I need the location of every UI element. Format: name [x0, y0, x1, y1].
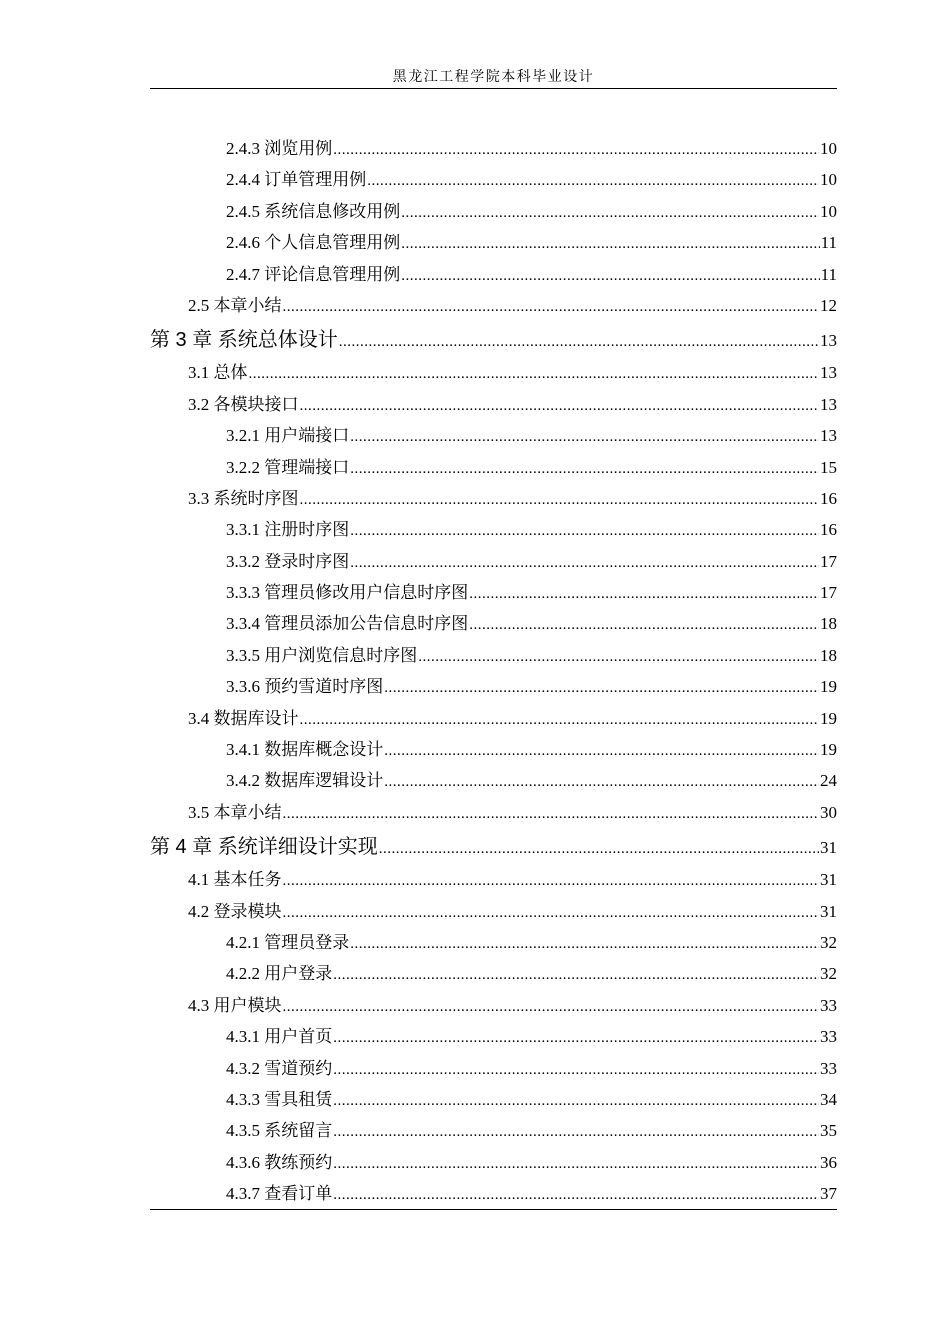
toc-entry-page-number: 31	[820, 870, 837, 890]
toc-dot-leader	[283, 873, 820, 890]
toc-entry-title: 4.3.5 系统留言	[226, 1121, 333, 1141]
toc-dot-leader	[300, 712, 820, 729]
toc-dot-leader	[333, 1156, 819, 1173]
toc-entry-page-number: 18	[820, 614, 837, 634]
toc-entry-title: 3.4 数据库设计	[188, 708, 299, 728]
toc-entry-title: 4.3.6 教练预约	[226, 1152, 333, 1172]
toc-entry[interactable]	[150, 578, 837, 609]
toc-entry-page-number: 36	[820, 1152, 837, 1172]
toc-entry-page-number: 32	[820, 964, 837, 984]
toc-entry-page-number: 31	[820, 901, 837, 921]
toc-dot-leader	[384, 774, 819, 791]
footer-rule	[150, 1209, 837, 1210]
toc-entry-title: 3.2 各模块接口	[188, 394, 299, 414]
toc-entry[interactable]	[150, 1116, 837, 1147]
toc-entry[interactable]	[150, 672, 837, 703]
toc-dot-leader	[333, 1187, 819, 1204]
toc-entry-title: 4.2.1 管理员登录	[226, 932, 350, 952]
toc-entry-page-number: 30	[820, 802, 837, 822]
toc-entry-title: 2.4.7 评论信息管理用例	[226, 264, 401, 284]
toc-entry[interactable]	[150, 197, 837, 228]
toc-entry-title: 4.2 登录模块	[188, 901, 282, 921]
toc-dot-leader	[350, 461, 819, 478]
toc-entry-title: 2.4.3 浏览用例	[226, 139, 333, 158]
toc-entry[interactable]	[150, 1022, 837, 1053]
toc-entry-title: 3.3.1 注册时序图	[226, 520, 350, 540]
toc-entry-page-number: 16	[820, 520, 837, 540]
toc-entry-page-number: 17	[820, 583, 837, 603]
toc-entry-page-number: 11	[820, 264, 837, 284]
toc-entry[interactable]	[150, 798, 837, 829]
toc-entry-title: 2.5 本章小结	[188, 295, 282, 315]
toc-entry-page-number: 13	[820, 426, 837, 446]
toc-entry-title: 2.4.5 系统信息修改用例	[226, 201, 401, 221]
toc-dot-leader	[333, 1030, 819, 1047]
toc-entry[interactable]	[150, 865, 837, 896]
toc-entry-page-number: 32	[820, 932, 837, 952]
toc-dot-leader	[379, 841, 819, 858]
toc-entry-title: 4.3.2 雪道预约	[226, 1058, 333, 1078]
toc-entry[interactable]	[150, 959, 837, 990]
toc-entry-page-number: 13	[820, 363, 837, 383]
header-rule	[150, 88, 837, 89]
toc-entry[interactable]	[150, 897, 837, 928]
toc-entry-page-number: 19	[820, 740, 837, 760]
toc-dot-leader	[283, 299, 820, 316]
toc-entry-page-number: 33	[820, 995, 837, 1015]
toc-dot-leader	[350, 523, 819, 540]
toc-dot-leader	[300, 492, 820, 509]
toc-entry-title: 3.5 本章小结	[188, 802, 282, 822]
toc-entry-title: 2.4.4 订单管理用例	[226, 170, 367, 190]
toc-entry-title: 3.4.2 数据库逻辑设计	[226, 771, 384, 791]
toc-dot-leader	[350, 936, 819, 953]
toc-dot-leader	[339, 334, 819, 351]
page-header-title: 黑龙江工程学院本科毕业设计	[392, 69, 595, 85]
toc-entry-page-number: 35	[820, 1121, 837, 1141]
toc-entry[interactable]	[150, 421, 837, 452]
toc-entry-page-number: 31	[820, 838, 837, 858]
toc-dot-leader	[333, 1062, 819, 1079]
toc-entry[interactable]	[150, 766, 837, 797]
toc-dot-leader	[283, 905, 820, 922]
toc-entry-title: 3.3.3 管理员修改用户信息时序图	[226, 583, 469, 603]
toc-entry[interactable]	[150, 1085, 837, 1116]
toc-dot-leader	[469, 617, 819, 634]
toc-entry[interactable]	[150, 453, 837, 484]
toc-entry-page-number: 33	[820, 1058, 837, 1078]
toc-entry-title: 3.3.4 管理员添加公告信息时序图	[226, 614, 469, 634]
toc-entry[interactable]	[150, 735, 837, 766]
toc-dot-leader	[249, 366, 820, 383]
toc-entry-title: 3.4.1 数据库概念设计	[226, 740, 384, 760]
toc-dot-leader	[401, 236, 819, 253]
toc-dot-leader	[350, 429, 819, 446]
toc-entry[interactable]	[150, 390, 837, 421]
toc-entry-page-number: 11	[820, 233, 837, 253]
toc-entry-title: 3.3.5 用户浏览信息时序图	[226, 645, 418, 665]
toc-dot-leader	[333, 1093, 819, 1110]
toc-entry-page-number: 37	[820, 1184, 837, 1204]
toc-dot-leader	[300, 398, 820, 415]
toc-entry[interactable]	[150, 291, 837, 322]
toc-dot-leader	[333, 967, 819, 984]
toc-dot-leader	[367, 173, 819, 190]
toc-entry-title: 第 4 章 系统详细设计实现	[150, 836, 378, 859]
toc-entry-title: 4.3 用户模块	[188, 995, 282, 1015]
toc-entry-title: 2.4.6 个人信息管理用例	[226, 233, 401, 253]
toc-entry-page-number: 10	[820, 170, 837, 190]
toc-dot-leader	[469, 586, 819, 603]
toc-entry[interactable]	[150, 641, 837, 672]
toc-entry[interactable]	[150, 358, 837, 389]
toc-entry-title: 3.1 总体	[188, 363, 248, 383]
toc-entry-title: 3.3 系统时序图	[188, 488, 299, 508]
toc-entry-title: 4.3.7 查看订单	[226, 1184, 333, 1204]
toc-entry-page-number: 10	[820, 201, 837, 221]
toc-entry[interactable]	[150, 165, 837, 196]
toc-entry-title: 4.3.3 雪具租赁	[226, 1089, 333, 1109]
toc-entry[interactable]	[150, 134, 837, 165]
toc-entry-page-number: 19	[820, 708, 837, 728]
toc-dot-leader	[283, 806, 820, 823]
toc-entry-page-number: 13	[820, 331, 837, 351]
toc-dot-leader	[350, 555, 819, 572]
toc-entry-page-number: 24	[820, 771, 837, 791]
toc-entry-page-number: 18	[820, 645, 837, 665]
toc-entry-title: 4.2.2 用户登录	[226, 964, 333, 984]
toc-entry[interactable]	[150, 260, 837, 291]
toc-entry-page-number: 33	[820, 1027, 837, 1047]
toc-entry-title: 3.2.2 管理端接口	[226, 457, 350, 477]
toc-entry-title: 3.3.2 登录时序图	[226, 551, 350, 571]
toc-chapter-entry[interactable]	[150, 829, 837, 865]
toc-entry-title: 4.1 基本任务	[188, 870, 282, 890]
toc-entry[interactable]	[150, 515, 837, 546]
toc-entry[interactable]	[150, 1054, 837, 1085]
toc-entry-page-number: 17	[820, 551, 837, 571]
toc-dot-leader	[283, 999, 820, 1016]
toc-dot-leader	[401, 205, 819, 222]
toc-entry-page-number: 15	[820, 457, 837, 477]
toc-entry-page-number: 19	[820, 677, 837, 697]
toc-entry-title: 4.3.1 用户首页	[226, 1027, 333, 1047]
toc-entry[interactable]	[150, 704, 837, 735]
toc-dot-leader	[333, 1124, 819, 1141]
toc-entry[interactable]	[150, 484, 837, 515]
toc-entry[interactable]	[150, 991, 837, 1022]
toc-dot-leader	[384, 680, 819, 697]
toc-entry[interactable]	[150, 928, 837, 959]
toc-entry[interactable]	[150, 228, 837, 259]
toc-entry-page-number: 34	[820, 1089, 837, 1109]
toc-entry[interactable]	[150, 547, 837, 578]
toc-dot-leader	[401, 268, 819, 285]
toc-entry-page-number: 13	[820, 394, 837, 414]
toc-dot-leader	[333, 142, 819, 159]
table-of-contents	[150, 134, 837, 1211]
toc-entry-title: 3.3.6 预约雪道时序图	[226, 677, 384, 697]
toc-entry-page-number: 10	[820, 139, 837, 158]
toc-entry-page-number: 12	[820, 295, 837, 315]
toc-entry-title: 3.2.1 用户端接口	[226, 426, 350, 446]
toc-entry[interactable]	[150, 609, 837, 640]
toc-entry[interactable]	[150, 1148, 837, 1179]
toc-chapter-entry[interactable]	[150, 322, 837, 358]
toc-entry[interactable]	[150, 1179, 837, 1210]
toc-dot-leader	[418, 649, 819, 666]
toc-entry-page-number: 16	[820, 488, 837, 508]
toc-entry-title: 第 3 章 系统总体设计	[150, 329, 338, 352]
toc-dot-leader	[384, 743, 819, 760]
